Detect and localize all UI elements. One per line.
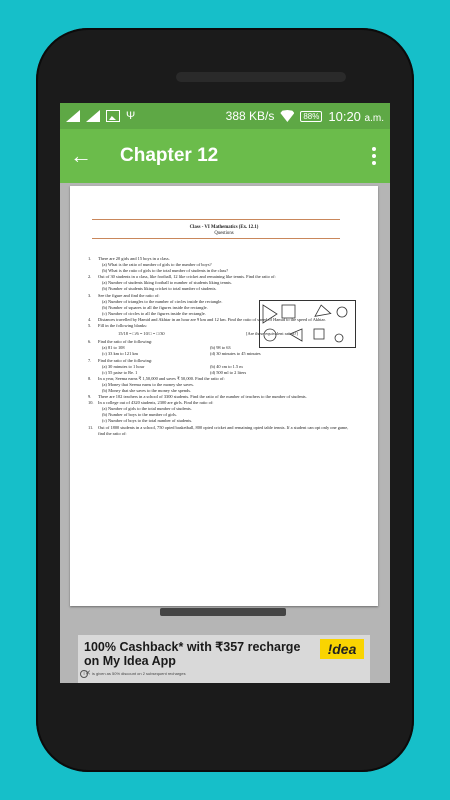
doc-header: Class - VI Mathematics (Ex. 12.1) <box>189 225 259 230</box>
battery-icon: 88% <box>300 111 322 122</box>
more-vert-icon[interactable] <box>372 147 376 165</box>
ad-banner[interactable] <box>78 635 370 683</box>
phone-speaker <box>176 72 346 82</box>
questions-list: 1. There are 20 girls and 15 boys in a class. (a) What is the ratio of number of girls to the number of boys? (b) What is the ratio of girls to the total number of students in the class? 2. Out of 30 students in a class, like football, 12 like cricket and remaining like tennis. Find the ratio of: (a) Number of students liking football to number of students liking tennis. (b) Number of students liking cricket to total number of students. 3. See the figure and find the ratio of: (a) Number of triangles to the number of circles inside the rectangle. (b) Number of squares to all the figures inside the rectangle. (c) Number of circles to all the figures inside the rectangle. 4. Distances travelled by Hamid and Akhtar in an hour are 9 km and 12 km. Find the ratio of speed of Hamid to the speed of Akhtar. 5. Fill in the following blanks: 15/18 = □/6 = 10/□ = □/30 [Are these equivalent ratios?] 6. Find the ratio of the following: (a) 81 to 108 (b) 98 to 63 (c) 33 km to 121 km (d) 30 minutes to 45 minutes 7. Find the ratio of the following: (a) 30 minutes to 1 hour (b) 40 cm to 1.5 m (c) 55 paise to Re. 1 (d) 500 ml to 2 liters 8. In a year, Seema earns ₹ 1,50,000 and saves ₹ 50,000. Find the ratio of: (a) Money that Seema earns to the money she saves. (b) Money that she saves to the money she spends. 9. There are 102 teachers in a school of 3300 students. Find the ratio of the number of teachers to the number of students. 10. In a college out of 4320 students, 2300 are girls. Find the ratio of: (a) Number of girls to the total number of students. (b) Number of boys to the number of girls. (c) Number of boys to the total number of students. 11. Out of 1800 students in a school, 750 opted basketball, 800 opted cricket and remaining opted table tennis. If a student can opt only one game, find the ratio of: <box>88 256 349 436</box>
doc-subheader: Questions <box>214 231 234 236</box>
header-rule-2 <box>92 238 340 239</box>
document-page <box>70 186 378 606</box>
idea-logo: !dea <box>320 639 364 659</box>
image-icon <box>106 110 120 122</box>
ad-fine-print: is given as 50% discount on 2 subsequent recharges <box>92 671 186 676</box>
header-rule <box>92 219 340 220</box>
page-title: Chapter 12 <box>120 145 219 166</box>
screen <box>60 103 390 683</box>
signal-icon <box>66 110 80 122</box>
clock: 10:20 a.m. <box>328 108 384 124</box>
ad-info-icon[interactable]: i <box>80 670 88 678</box>
wifi-icon <box>280 110 294 122</box>
document-viewer[interactable] <box>60 183 390 683</box>
back-arrow-icon[interactable]: ← <box>70 143 92 168</box>
network-speed: 388 KB/s <box>225 109 275 123</box>
status-bar <box>60 103 390 129</box>
signal-icon-2 <box>86 110 100 122</box>
page-separator <box>160 608 286 616</box>
shapes-figure <box>259 300 356 348</box>
ad-close-icon[interactable]: ✕ <box>85 670 91 677</box>
app-bar <box>60 129 390 183</box>
ad-headline: 100% Cashback* with ₹357 recharge on My Idea App <box>84 640 301 668</box>
usb-icon: Ψ <box>126 110 136 122</box>
